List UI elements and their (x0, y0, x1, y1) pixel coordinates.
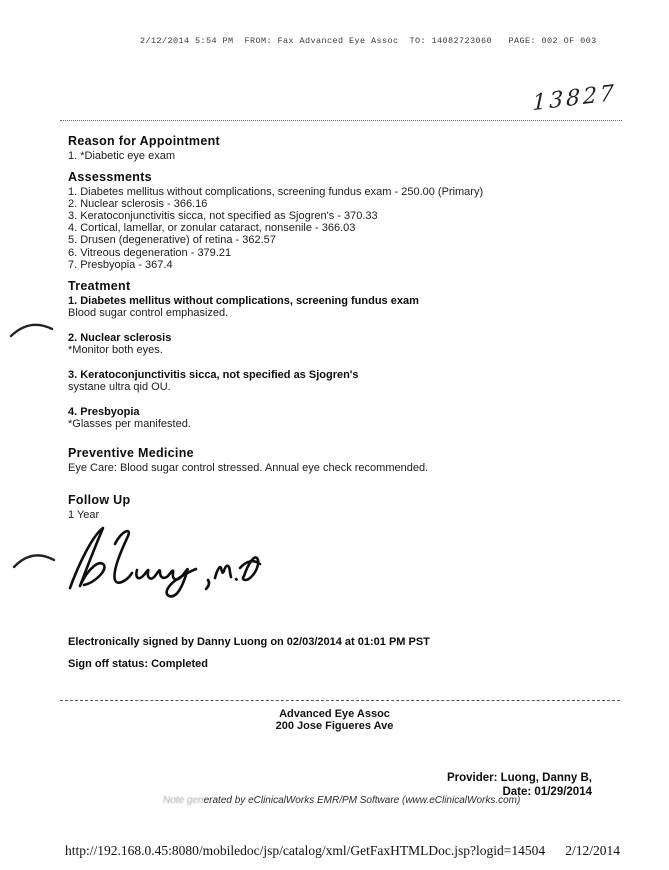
section-title-assessments: Assessments (68, 170, 152, 185)
generator-footer-faded: Note gen (163, 795, 204, 806)
fax-transmission-header: 2/12/2014 5:54 PM FROM: Fax Advanced Eye Assoc TO: 14082723060 PAGE: 002 OF 003 (140, 36, 597, 46)
clinic-name: Advanced Eye Assoc (279, 708, 390, 720)
section-title-reason: Reason for Appointment (68, 134, 220, 148)
treatment-heading: 4. Presbyopia (68, 406, 140, 419)
treatment-note: systane ultra qid OU. (68, 381, 171, 394)
provider-date-line: Date: 01/29/2014 (502, 785, 592, 798)
section-reason (68, 134, 613, 162)
scan-curl-mark (8, 314, 58, 342)
document-body (68, 134, 613, 521)
section-title-preventive: Preventive Medicine (68, 445, 194, 460)
top-divider-line (60, 120, 622, 121)
assessment-item: 7. Presbyopia - 367.4 (68, 258, 173, 271)
treatment-note: Blood sugar control emphasized. (68, 306, 229, 319)
signoff-block (68, 636, 430, 680)
section-follow-up (68, 493, 613, 521)
treatment-entry (68, 332, 613, 356)
section-treatment (68, 279, 613, 431)
clinic-address: 200 Jose Figueres Ave (275, 720, 394, 732)
assessment-item: 1. Diabetes mellitus without complications, screening fundus exam - 250.00 (Primary) (68, 186, 484, 199)
provider-name-line: Provider: Luong, Danny B, (446, 772, 592, 784)
section-preventive-medicine (68, 446, 613, 474)
treatment-note: *Glasses per manifested. (68, 418, 191, 431)
assessment-item: 3. Keratoconjunctivitis sicca, not specified as Sjogren's - 370.33 (68, 210, 378, 223)
assessment-item: 2. Nuclear sclerosis - 366.16 (68, 198, 208, 211)
section-title-followup: Follow Up (68, 492, 131, 507)
clinic-info-block (0, 708, 669, 732)
assessment-item: 4. Cortical, lamellar, or zonular cataract, nonsenile - 366.03 (68, 222, 356, 235)
assessment-item: 6. Vitreous degeneration - 379.21 (68, 246, 232, 259)
treatment-heading: 3. Keratoconjunctivitis sicca, not specified as Sjogren's (68, 369, 359, 382)
print-footer-date: 2/12/2014 (565, 843, 620, 858)
scan-curl-mark (8, 544, 58, 572)
treatment-heading: 2. Nuclear sclerosis (68, 331, 172, 344)
section-assessments (68, 170, 613, 271)
print-footer-url: http://192.168.0.45:8080/mobiledoc/jsp/catalog/xml/GetFaxHTMLDoc.jsp?logid=14504 (65, 843, 546, 858)
treatment-note: *Monitor both eyes. (68, 344, 163, 357)
electronic-signature-line: Electronically signed by Danny Luong on 02/03/2014 at 01:01 PM PST (68, 636, 430, 648)
signature-image (58, 522, 273, 604)
treatment-entry (68, 369, 613, 393)
reason-item: 1. *Diabetic eye exam (68, 150, 175, 162)
treatment-heading: 1. Diabetes mellitus without complications, screening fundus exam (68, 294, 419, 307)
signoff-status-line: Sign off status: Completed (68, 658, 208, 670)
followup-note: 1 Year (68, 508, 100, 521)
generator-footer-text: erated by eClinicalWorks EMR/PM Software (www.eClinicalWorks.com) (203, 795, 521, 806)
assessment-item: 5. Drusen (degenerative) of retina - 362.57 (68, 234, 276, 247)
section-title-treatment: Treatment (68, 278, 131, 293)
preventive-note: Eye Care: Blood sugar control stressed. Annual eye check recommended. (68, 461, 429, 474)
generator-footer (163, 795, 520, 806)
handwritten-page-number: 13827 (532, 80, 617, 117)
treatment-entry (68, 295, 613, 319)
treatment-entry (68, 406, 613, 430)
print-footer (65, 843, 620, 859)
footer-divider-line (60, 700, 620, 701)
